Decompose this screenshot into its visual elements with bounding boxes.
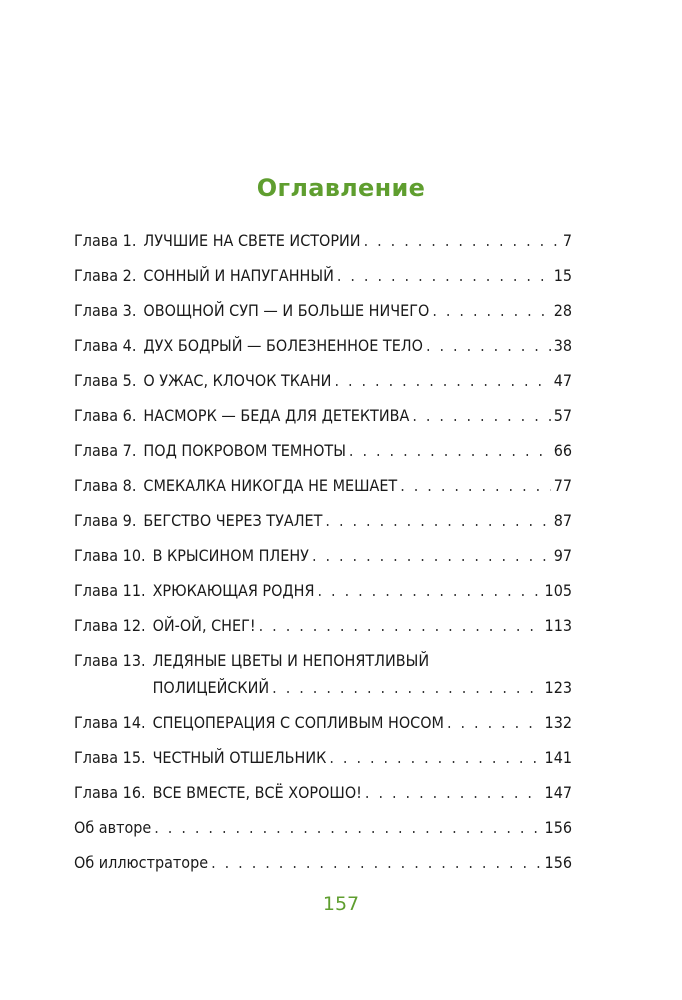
chapter-label: Глава 2. bbox=[74, 266, 137, 285]
chapter-title: СМЕКАЛКА НИКОГДА НЕ МЕШАЕТ bbox=[143, 476, 398, 495]
toc-entry-chapter-8 bbox=[74, 468, 572, 503]
dot-leader bbox=[432, 293, 550, 328]
dot-leader bbox=[211, 845, 541, 880]
page-ref: 132 bbox=[544, 713, 572, 732]
chapter-title: ВСЕ ВМЕСТЕ, ВСЁ ХОРОШО! bbox=[152, 783, 362, 802]
page-ref: 113 bbox=[544, 616, 572, 635]
page-ref: 7 bbox=[562, 231, 572, 250]
chapter-label: Глава 12. bbox=[74, 616, 146, 635]
page-ref: 147 bbox=[544, 783, 572, 802]
dot-leader bbox=[400, 468, 550, 503]
chapter-label: Глава 5. bbox=[74, 371, 137, 390]
chapter-label: Глава 9. bbox=[74, 511, 137, 530]
chapter-title: ДУХ БОДРЫЙ — БОЛЕЗНЕННОЕ ТЕЛО bbox=[143, 336, 423, 355]
page-ref: 15 bbox=[553, 266, 572, 285]
toc-entry-chapter-10 bbox=[74, 538, 572, 573]
dot-leader bbox=[349, 433, 551, 468]
chapter-title: В КРЫСИНОМ ПЛЕНУ bbox=[152, 546, 309, 565]
table-of-contents bbox=[74, 223, 572, 880]
toc-entry-chapter-4 bbox=[74, 328, 572, 363]
dot-leader bbox=[325, 503, 550, 538]
toc-entry-chapter-13 bbox=[74, 643, 572, 705]
page-ref: 57 bbox=[553, 406, 572, 425]
chapter-title: НАСМОРК — БЕДА ДЛЯ ДЕТЕКТИВА bbox=[143, 406, 410, 425]
toc-entry-chapter-5 bbox=[74, 363, 572, 398]
chapter-label: Глава 15. bbox=[74, 748, 146, 767]
section-title: Об иллюстраторе bbox=[74, 853, 209, 872]
toc-entry-chapter-12 bbox=[74, 608, 572, 643]
dot-leader bbox=[259, 608, 542, 643]
toc-entry-chapter-15 bbox=[74, 740, 572, 775]
chapter-label: Глава 4. bbox=[74, 336, 137, 355]
toc-entry-chapter-2 bbox=[74, 258, 572, 293]
chapter-label: Глава 1. bbox=[74, 231, 137, 250]
chapter-title: СПЕЦОПЕРАЦИЯ С СОПЛИВЫМ НОСОМ bbox=[152, 713, 444, 732]
chapter-label: Глава 14. bbox=[74, 713, 146, 732]
toc-entry-chapter-16 bbox=[74, 775, 572, 810]
chapter-label: Глава 16. bbox=[74, 783, 146, 802]
toc-entry-chapter-14 bbox=[74, 705, 572, 740]
toc-entry-chapter-6 bbox=[74, 398, 572, 433]
chapter-title: ОЙ-ОЙ, СНЕГ! bbox=[152, 616, 256, 635]
chapter-title: ОВОЩНОЙ СУП — И БОЛЬШЕ НИЧЕГО bbox=[143, 301, 430, 320]
page-ref: 141 bbox=[544, 748, 572, 767]
page-ref: 105 bbox=[544, 581, 572, 600]
dot-leader bbox=[329, 740, 541, 775]
chapter-label: Глава 11. bbox=[74, 581, 146, 600]
chapter-title: ЛУЧШИЕ НА СВЕТЕ ИСТОРИИ bbox=[143, 231, 361, 250]
toc-entry-chapter-3 bbox=[74, 293, 572, 328]
chapter-label: Глава 8. bbox=[74, 476, 137, 495]
dot-leader bbox=[337, 258, 551, 293]
chapter-title: ПОД ПОКРОВОМ ТЕМНОТЫ bbox=[143, 441, 346, 460]
dot-leader bbox=[364, 223, 560, 258]
chapter-label: Глава 3. bbox=[74, 301, 137, 320]
section-title: Об авторе bbox=[74, 818, 152, 837]
toc-entry-chapter-7 bbox=[74, 433, 572, 468]
dot-leader bbox=[272, 674, 541, 701]
page-ref: 123 bbox=[544, 678, 572, 697]
dot-leader bbox=[154, 810, 541, 845]
chapter-label: Глава 10. bbox=[74, 546, 146, 565]
toc-entry-about-illustrator bbox=[74, 845, 572, 880]
page-ref: 156 bbox=[544, 853, 572, 872]
chapter-title: СОННЫЙ И НАПУГАННЫЙ bbox=[143, 266, 334, 285]
chapter-label: Глава 13. bbox=[74, 651, 146, 670]
dot-leader bbox=[426, 328, 551, 363]
toc-entry-about-author bbox=[74, 810, 572, 845]
page-ref: 47 bbox=[553, 371, 572, 390]
chapter-title-line-1: ЛЕДЯНЫЕ ЦВЕТЫ И НЕПОНЯТЛИВЫЙ bbox=[152, 651, 430, 670]
page-number: 157 bbox=[322, 893, 360, 915]
dot-leader bbox=[312, 538, 551, 573]
dot-leader bbox=[365, 775, 542, 810]
chapter-title: О УЖАС, КЛОЧОК ТКАНИ bbox=[143, 371, 332, 390]
dot-leader bbox=[318, 573, 542, 608]
toc-entry-chapter-9 bbox=[74, 503, 572, 538]
chapter-label: Глава 7. bbox=[74, 441, 137, 460]
page-ref: 38 bbox=[553, 336, 572, 355]
page-ref: 66 bbox=[553, 441, 572, 460]
dot-leader bbox=[334, 363, 550, 398]
toc-entry-chapter-11 bbox=[74, 573, 572, 608]
chapter-title: ХРЮКАЮЩАЯ РОДНЯ bbox=[152, 581, 315, 600]
page-ref: 77 bbox=[553, 476, 572, 495]
chapter-title: БЕГСТВО ЧЕРЕЗ ТУАЛЕТ bbox=[143, 511, 323, 530]
dot-leader bbox=[412, 398, 550, 433]
page-title: Оглавление bbox=[256, 174, 426, 203]
chapter-title-line-2: ПОЛИЦЕЙСКИЙ bbox=[152, 678, 270, 697]
dot-leader bbox=[447, 705, 542, 740]
toc-entry-chapter-1 bbox=[74, 223, 572, 258]
chapter-title: ЧЕСТНЫЙ ОТШЕЛЬНИК bbox=[152, 748, 327, 767]
page-ref: 97 bbox=[553, 546, 572, 565]
page-ref: 156 bbox=[544, 818, 572, 837]
chapter-label: Глава 6. bbox=[74, 406, 137, 425]
page-ref: 28 bbox=[553, 301, 572, 320]
page-ref: 87 bbox=[553, 511, 572, 530]
